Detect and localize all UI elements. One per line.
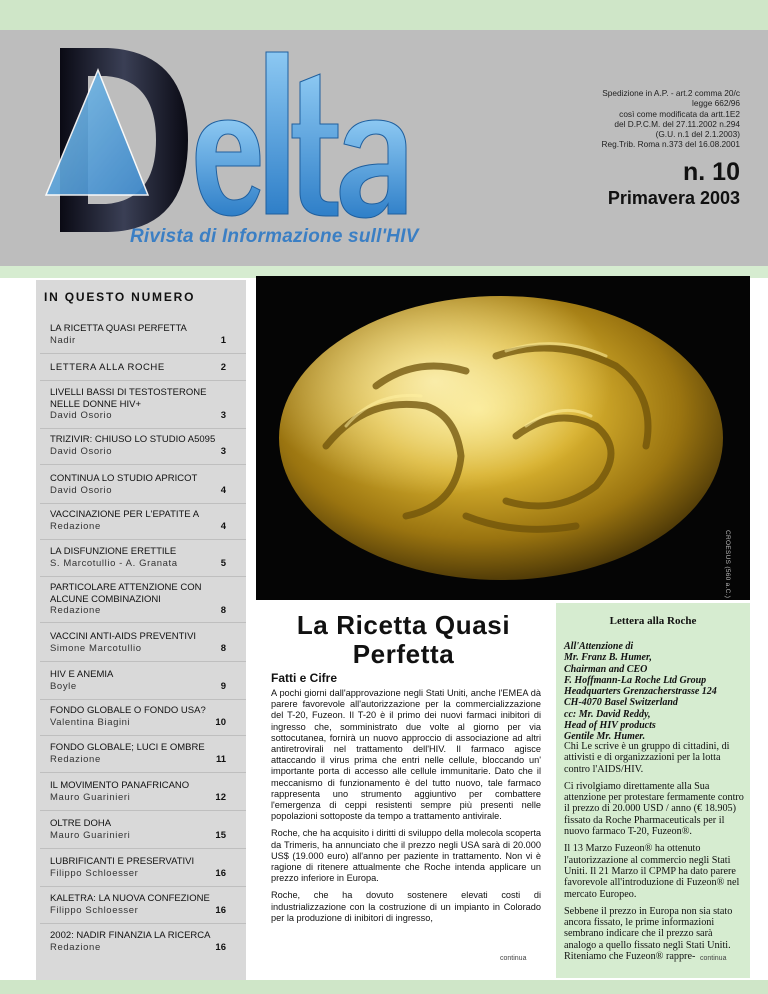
toc-entry-page: 4 bbox=[220, 520, 226, 532]
legal-line: Reg.Trib. Roma n.373 del 16.08.2001 bbox=[601, 139, 740, 150]
issue-number: n. 10 bbox=[683, 158, 740, 186]
letter-body bbox=[564, 741, 746, 968]
article-body bbox=[271, 688, 541, 930]
article-continued-link[interactable]: continua bbox=[500, 955, 527, 962]
cover-photo bbox=[256, 276, 750, 600]
toc-entry-title: LETTERA ALLA ROCHE bbox=[50, 362, 165, 373]
toc-entry[interactable] bbox=[50, 742, 226, 766]
toc-entry-title: FONDO GLOBALE; LUCI E OMBRE bbox=[50, 742, 205, 753]
toc-entry[interactable] bbox=[50, 818, 226, 842]
toc-entry-author: Redazione bbox=[50, 520, 101, 532]
issue-season: Primavera 2003 bbox=[607, 188, 740, 208]
letter-address bbox=[564, 641, 748, 743]
magazine-subtitle: Rivista di Informazione sull'HIV bbox=[130, 226, 419, 247]
toc-heading: IN QUESTO NUMERO bbox=[44, 290, 196, 304]
toc-entry-title: LA RICETTA QUASI PERFETTA bbox=[50, 323, 187, 334]
article-paragraph: Roche, che ha acquisito i diritti di sviluppo della molecola scoperta da Trimeris, ha annunciato che il prezzo negli USA sarà di 20.000 US$ (19.000 euro) all'anno per paziente in trattamento. Non vi è ragione di ritenere attualmente che Roche intenda applicare un prezzo inferiore in Europa. bbox=[271, 828, 541, 884]
legal-line: legge 662/96 bbox=[692, 98, 740, 109]
photo-credit: CROESUS (560 a.C.) bbox=[724, 530, 731, 599]
toc-entry[interactable] bbox=[50, 362, 226, 374]
letter-paragraph: Ci rivolgiamo direttamente alla Sua attenzione per protestare fermamente contro il prezzo di 20.000 USD / anno (€ 18.905) fissato da Roche Pharmaceuticals per il nuovo farmaco T-20, Fuzeon®. bbox=[564, 780, 744, 838]
address-line: Mr. Franz B. Humer, bbox=[564, 652, 652, 664]
toc-entry[interactable] bbox=[50, 323, 226, 347]
toc-entry[interactable] bbox=[50, 509, 226, 533]
legal-line: del D.P.C.M. del 27.11.2002 n.294 bbox=[614, 118, 740, 129]
toc-entry-title: TRIZIVIR: CHIUSO LO STUDIO A5095 bbox=[50, 434, 216, 445]
toc-divider bbox=[40, 923, 246, 924]
toc-entry-title: PARTICOLARE ATTENZIONE CON ALCUNE COMBINAZIONI bbox=[50, 582, 202, 605]
address-line: All'Attenzione di bbox=[564, 641, 634, 652]
toc-divider bbox=[40, 539, 246, 540]
toc-entry-page: 16 bbox=[215, 904, 226, 916]
toc-entry[interactable] bbox=[50, 930, 226, 954]
letter-paragraph: Sebbene il prezzo in Europa non sia stato ancora fissato, le prime informazioni sembrano indicare che il prezzo sarà analogo a quello fissato negli Stati Uniti. Riteniamo che Fuzeon® rappre- bbox=[564, 905, 733, 963]
toc-entry-title: VACCINI ANTI-AIDS PREVENTIVI bbox=[50, 631, 197, 642]
postal-legal-notice bbox=[500, 88, 740, 150]
toc-divider bbox=[40, 661, 246, 662]
article-subheading: Fatti e Cifre bbox=[271, 671, 338, 685]
letter-title: Lettera alla Roche bbox=[609, 615, 697, 627]
toc-entry-title: HIV E ANEMIA bbox=[50, 669, 114, 680]
toc-entry-author: David Osorio bbox=[50, 410, 113, 421]
toc-entry-page: 16 bbox=[215, 867, 226, 879]
toc-entry-page: 8 bbox=[220, 605, 226, 616]
toc-entry-page: 8 bbox=[220, 642, 226, 654]
toc-entry-title: LA DISFUNZIONE ERETTILE bbox=[50, 546, 177, 557]
letter-paragraph: Il 13 Marzo Fuzeon® ha ottenuto l'autorizzazione al commercio negli Stati Uniti. Il 21 Marzo il CPMP ha dato parere favorevole all'introduzione di Fuzeon® nel mercato Europeo. bbox=[564, 843, 740, 900]
toc-entry[interactable] bbox=[50, 893, 226, 917]
toc-entry-author: Valentina Biagini bbox=[50, 716, 131, 728]
address-line: cc: Mr. David Reddy, bbox=[564, 708, 651, 720]
toc-entry-author: Redazione bbox=[50, 753, 101, 765]
toc-divider bbox=[40, 886, 246, 887]
toc-entry-page: 15 bbox=[215, 829, 226, 841]
toc-entry-title: KALETRA: LA NUOVA CONFEZIONE bbox=[50, 893, 210, 904]
toc-entry-author: Nadir bbox=[50, 334, 76, 346]
toc-entry-author: Mauro Guarinieri bbox=[50, 829, 131, 841]
address-line: Headquarters Grenzacherstrasse 124 bbox=[564, 686, 717, 698]
address-line: Gentile Mr. Humer. bbox=[564, 731, 646, 743]
toc-divider bbox=[40, 699, 246, 700]
delta-logo bbox=[38, 40, 418, 240]
toc-entry[interactable] bbox=[50, 473, 226, 497]
toc-entry[interactable] bbox=[50, 546, 226, 570]
toc-entry-author: Redazione bbox=[50, 941, 101, 953]
toc-entry-title: 2002: NADIR FINANZIA LA RICERCA bbox=[50, 930, 211, 941]
toc-divider bbox=[40, 353, 246, 354]
toc-divider bbox=[40, 622, 246, 623]
letter-paragraph: Chi Le scrive è un gruppo di cittadini, di attivisti e di organizzazioni per la lotta contro l'AIDS/HIV. bbox=[564, 741, 730, 775]
article-paragraph: A pochi giorni dall'approvazione negli Stati Uniti, anche l'EMEA dà parere favorevole all'autorizzazione per la commercializzazione del T-20, Fuzeon. Il T-20 è il primo dei nuovi farmaci inibitori di ingresso che, somministrato due volte al giorno per via sottocutanea, fornirà un nuovo approccio di associazione ad altri antiretrovirali nel trattamento dell'HIV. Il farmaco agisce attaccando il virus prima che entri nelle cellule, bloccando un' importante porta di accesso alle cellule immunitarie. Dato che il meccanismo di funzionamento è del tutto nuovo, tale farmaco rappresenta uno strumento aggiuntivo per combattere l'emergenza di ceppi resistenti sempre più presenti nelle popolazioni sottoposte da tempo a trattamento antivirale. bbox=[271, 688, 541, 822]
toc-entry-author: David Osorio bbox=[50, 484, 113, 496]
toc-entry-title: OLTRE DOHA bbox=[50, 818, 112, 829]
toc-entry-title: LIVELLI BASSI DI TESTOSTERONE NELLE DONNE HIV+ bbox=[50, 387, 207, 410]
toc-entry-page: 2 bbox=[220, 362, 226, 373]
toc-entry-page: 3 bbox=[220, 410, 226, 421]
toc-entry-author: Mauro Guarinieri bbox=[50, 791, 131, 803]
toc-entry[interactable] bbox=[50, 631, 226, 655]
address-line: CH-4070 Basel Switzerland bbox=[564, 697, 678, 709]
gold-coin-image bbox=[256, 276, 750, 600]
article-paragraph: Roche, che ha dovuto sostenere elevati costi di industrializzazione con la costruzione di un impianto in Colorado per la produzione di inibitori di ingresso, bbox=[271, 890, 541, 923]
toc-entry-author: Boyle bbox=[50, 680, 77, 692]
toc-divider bbox=[40, 380, 246, 381]
toc-entry[interactable] bbox=[50, 856, 226, 880]
toc-entry-author: S. Marcotullio - A. Granata bbox=[50, 557, 178, 569]
address-line: Head of HIV products bbox=[564, 720, 656, 732]
toc-divider bbox=[40, 735, 246, 736]
toc-entry[interactable] bbox=[50, 434, 226, 458]
toc-divider bbox=[40, 810, 246, 811]
toc-entry-page: 1 bbox=[220, 334, 226, 346]
legal-line: così come modificata da artt.1E2 bbox=[619, 108, 740, 119]
toc-divider bbox=[40, 772, 246, 773]
toc-divider bbox=[40, 503, 246, 504]
toc-entry[interactable] bbox=[50, 582, 226, 617]
letter-continued-link[interactable]: continua bbox=[700, 955, 727, 962]
toc-entry-title: VACCINAZIONE PER L'EPATITE A bbox=[50, 509, 200, 520]
toc-entry-title: LUBRIFICANTI E PRESERVATIVI bbox=[50, 856, 195, 867]
toc-entry-author: Filippo Schloesser bbox=[50, 904, 139, 916]
article-title: La Ricetta Quasi Perfetta bbox=[296, 610, 511, 669]
toc-entry-author: Filippo Schloesser bbox=[50, 867, 139, 879]
address-line: F. Hoffmann-La Roche Ltd Group bbox=[564, 674, 707, 686]
toc-entry-author: Simone Marcotullio bbox=[50, 642, 142, 654]
toc-entry-page: 10 bbox=[215, 716, 226, 728]
toc-divider bbox=[40, 848, 246, 849]
toc-entry-page: 4 bbox=[220, 484, 226, 496]
toc-entry-author: Redazione bbox=[50, 605, 101, 616]
toc-entry[interactable] bbox=[50, 780, 226, 804]
toc-entry-page: 3 bbox=[220, 445, 226, 457]
toc-entry-page: 5 bbox=[220, 557, 226, 569]
top-color-bar bbox=[0, 0, 768, 30]
address-line: Chairman and CEO bbox=[564, 663, 648, 675]
toc-entry[interactable] bbox=[50, 669, 226, 693]
toc-entry[interactable] bbox=[50, 387, 226, 422]
legal-line: (G.U. n.1 del 2.1.2003) bbox=[655, 129, 740, 140]
toc-entry-title: IL MOVIMENTO PANAFRICANO bbox=[50, 780, 190, 791]
toc-divider bbox=[40, 428, 246, 429]
toc-entry-page: 11 bbox=[215, 753, 226, 765]
toc-entry-page: 16 bbox=[215, 941, 226, 953]
toc-divider bbox=[40, 576, 246, 577]
bottom-color-bar bbox=[0, 980, 768, 994]
toc-divider bbox=[40, 464, 246, 465]
toc-entry-title: CONTINUA LO STUDIO APRICOT bbox=[50, 473, 198, 484]
toc-entry-author: David Osorio bbox=[50, 445, 113, 457]
legal-line: Spedizione in A.P. - art.2 comma 20/c bbox=[602, 88, 740, 98]
toc-entry-page: 9 bbox=[220, 680, 226, 692]
toc-entry[interactable] bbox=[50, 705, 226, 729]
toc-entry-page: 12 bbox=[215, 791, 226, 803]
toc-entry-title: FONDO GLOBALE O FONDO USA? bbox=[50, 705, 206, 716]
